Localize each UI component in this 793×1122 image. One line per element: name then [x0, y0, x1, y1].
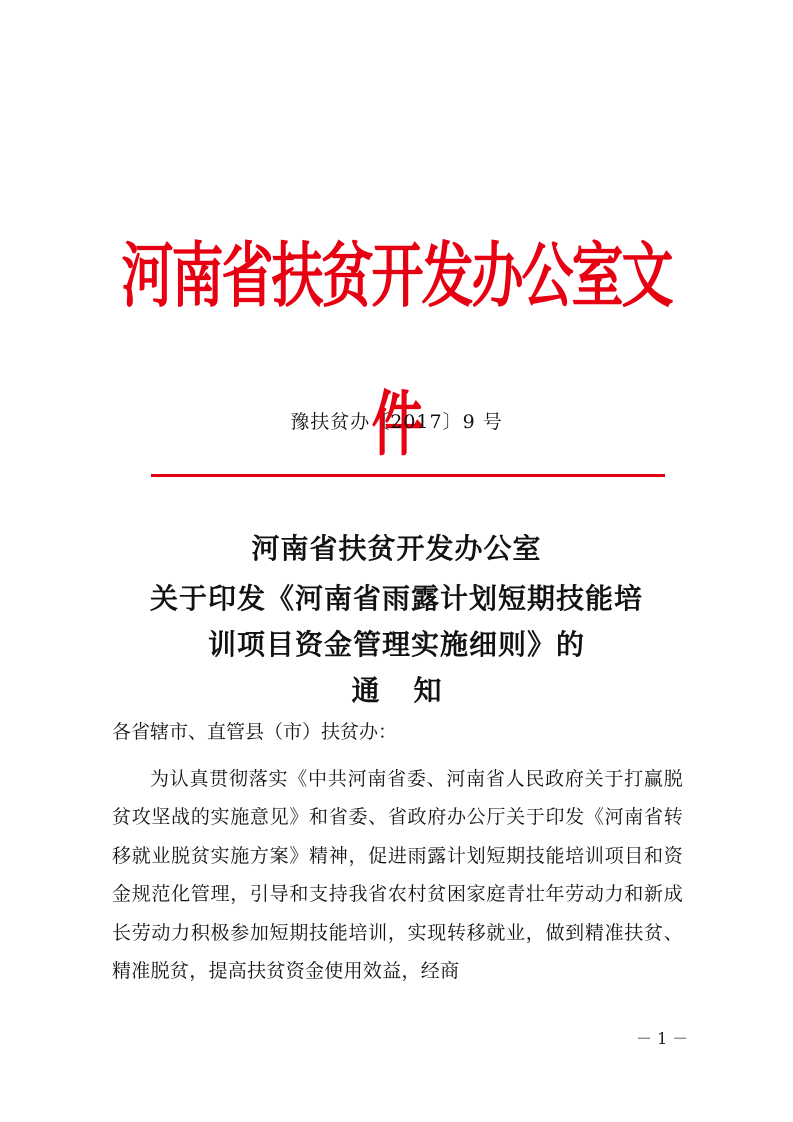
document-number: 豫扶贫办〔2017〕9 号	[290, 411, 503, 433]
title-line-4	[100, 671, 693, 711]
title-line-2: 关于印发《河南省雨露计划短期技能培	[149, 582, 643, 615]
red-separator-line	[151, 474, 665, 477]
body-paragraph: 为认真贯彻落实《中共河南省委、河南省人民政府关于打赢脱贫攻坚战的实施意见》和省委、省政府办公厅关于印发《河南省转移就业脱贫实施方案》精神，促进雨露计划短期技能培训项目和资金规范化管理，引导和支持我省农村贫困家庭青壮年劳动力和新成长劳动力积极参加短期技能培训，实现转移就业，做到精准扶贫、精准脱贫，提高扶贫资金使用效益，经商	[112, 768, 683, 983]
title-line-3: 训项目资金管理实施细则》的	[207, 628, 585, 661]
title-char-tong: 通	[351, 674, 380, 707]
title-line-1: 河南省扶贫开发办公室	[251, 532, 542, 565]
office-banner: 河南省扶贫开发办公室文件	[121, 236, 672, 466]
addressee: 各省辖市、直管县（市）扶贫办：	[112, 721, 398, 743]
title-char-zhi: 知	[413, 674, 442, 707]
page-number: － 1 －	[636, 1029, 689, 1048]
